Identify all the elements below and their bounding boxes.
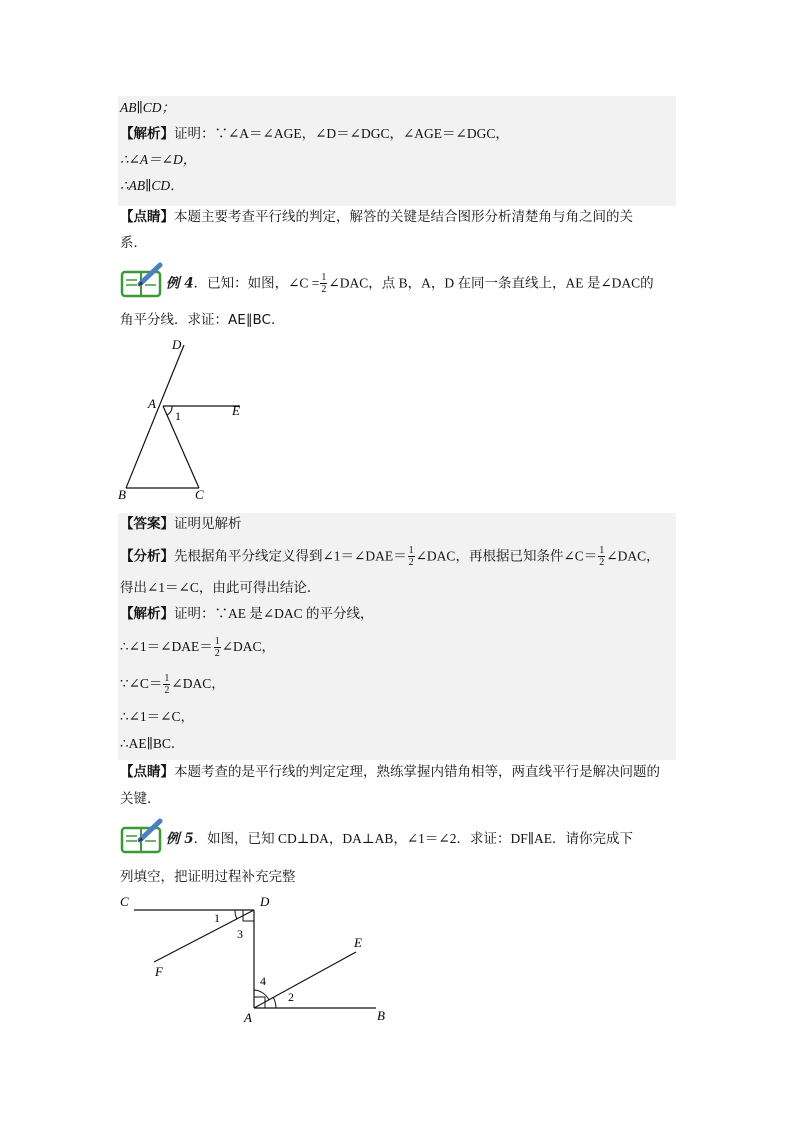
ex4-analysis-line-2: 得出∠1＝∠C，由此可得出结论． (120, 580, 321, 595)
answer-text: 证明见解析 (174, 516, 242, 532)
tip1-tag: 【点睛】 (120, 209, 174, 225)
ex5-text-1: ．如图，已知 CD⊥DA，DA⊥AB，∠1＝∠2．求证：DF∥AE．请你完成下 (193, 831, 633, 846)
analysis-tag-2: 【分析】 (120, 548, 174, 565)
tip1-line-2: 系． (120, 235, 147, 251)
ex5-label: 例 5 (166, 831, 194, 847)
analysis-tag: 【解析】 (120, 126, 174, 142)
ex4-text-b: ∠DAC，点 B，A，D 在同一条直线上，AE 是∠DAC的 (328, 275, 654, 291)
ex5-label-e: E (354, 935, 362, 950)
ex5-angle2-arc (273, 997, 276, 1008)
top-line-3: ∴∠A＝∠D， (120, 152, 197, 167)
ex4-label-a: A (148, 396, 156, 411)
ex5-figure (110, 890, 400, 1030)
tip2-tag: 【点睛】 (120, 764, 174, 780)
top-line-4: ∴AB∥CD． (120, 178, 184, 193)
ex4-line-2: 角平分线．求证：AE∥BC． (120, 312, 285, 328)
ex4-label-b: B (118, 487, 126, 502)
ex5-label-f: F (155, 964, 163, 979)
top-line-2 (120, 123, 676, 145)
ex4-line-1 (166, 272, 686, 295)
ex5-label-c: C (120, 894, 129, 909)
ex4-figure (110, 335, 260, 505)
tip1-line-1 (120, 206, 676, 228)
ex5-label-a: A (244, 1010, 252, 1025)
example-5-book-icon (120, 818, 166, 854)
ex4-label-1: 1 (175, 409, 181, 423)
answer-tag: 【答案】 (120, 516, 174, 532)
ex4-sol-line-2: ∴∠1＝∠DAE＝ $\frac{1}{2}$ ∠DAC， (120, 636, 276, 660)
ex4-sol-line-5: ∴AE∥BC． (120, 736, 185, 751)
sol-frac-1: $\frac{1}{2}$ (214, 636, 220, 660)
ex4-sol-line-3: ∵∠C＝ $\frac{1}{2}$ ∠DAC， (120, 673, 225, 697)
ex4-label-e: E (232, 403, 240, 418)
ex5-label-1: 1 (214, 911, 220, 925)
tip2-text: 本题考查的是平行线的判定定理，熟练掌握内错角相等，两直线平行是解决问题的 (174, 764, 660, 780)
top-line-1: AB∥CD； (120, 100, 175, 115)
ex5-angle4-arc (254, 990, 269, 1000)
tip1-text: 本题主要考查平行线的判定，解答的关键是结合图形分析清楚角与角之间的关 (174, 209, 633, 225)
ex4-analysis-line-1: 【分析】先根据角平分线定义得到∠1＝∠DAE＝ $\frac{1}{2}$ ∠DAC，再根据已知条件∠C＝ $\frac{1}{2}$ ∠DAC， (120, 545, 660, 568)
ex4-label: 例 4 (166, 275, 194, 292)
ex4-label-c: C (195, 487, 204, 502)
solution-tag: 【解析】 (120, 606, 174, 622)
ex5-label-b: B (377, 1008, 385, 1023)
ana-frac-1: $\frac{1}{2}$ (408, 545, 414, 568)
analysis-text: 证明：∵∠A＝∠AGE，∠D＝∠DGC，∠AGE＝∠DGC， (174, 126, 509, 141)
ex5-line-2: 列填空，把证明过程补充完整 (120, 869, 296, 885)
ex5-line-1 (166, 828, 686, 850)
example-4-book-icon (120, 262, 166, 298)
tip2-line-1 (120, 761, 676, 783)
ex4-text-a: ．已知：如图，∠C = (193, 275, 320, 291)
ex4-label-d: D (172, 337, 182, 352)
ex4-line-ac (163, 406, 199, 488)
ex5-label-4: 4 (260, 974, 266, 988)
ex5-label-2: 2 (288, 990, 294, 1004)
ex5-angle1-arc (235, 910, 237, 919)
ex4-sol-line-1: 【解析】证明：∵AE 是∠DAC 的平分线， (120, 606, 374, 622)
sol-frac-2: $\frac{1}{2}$ (164, 673, 170, 697)
ex4-fraction: $\frac{1}{2}$ (321, 272, 327, 295)
ex4-answer-line (120, 513, 676, 535)
tip2-line-2: 关键． (120, 791, 161, 807)
ex4-angle-arc (167, 406, 172, 415)
ana-frac-2: $\frac{1}{2}$ (599, 545, 605, 568)
ex5-label-3: 3 (237, 927, 243, 941)
ex5-label-d: D (260, 894, 270, 909)
ex4-sol-line-4: ∴∠1＝∠C， (120, 709, 194, 724)
